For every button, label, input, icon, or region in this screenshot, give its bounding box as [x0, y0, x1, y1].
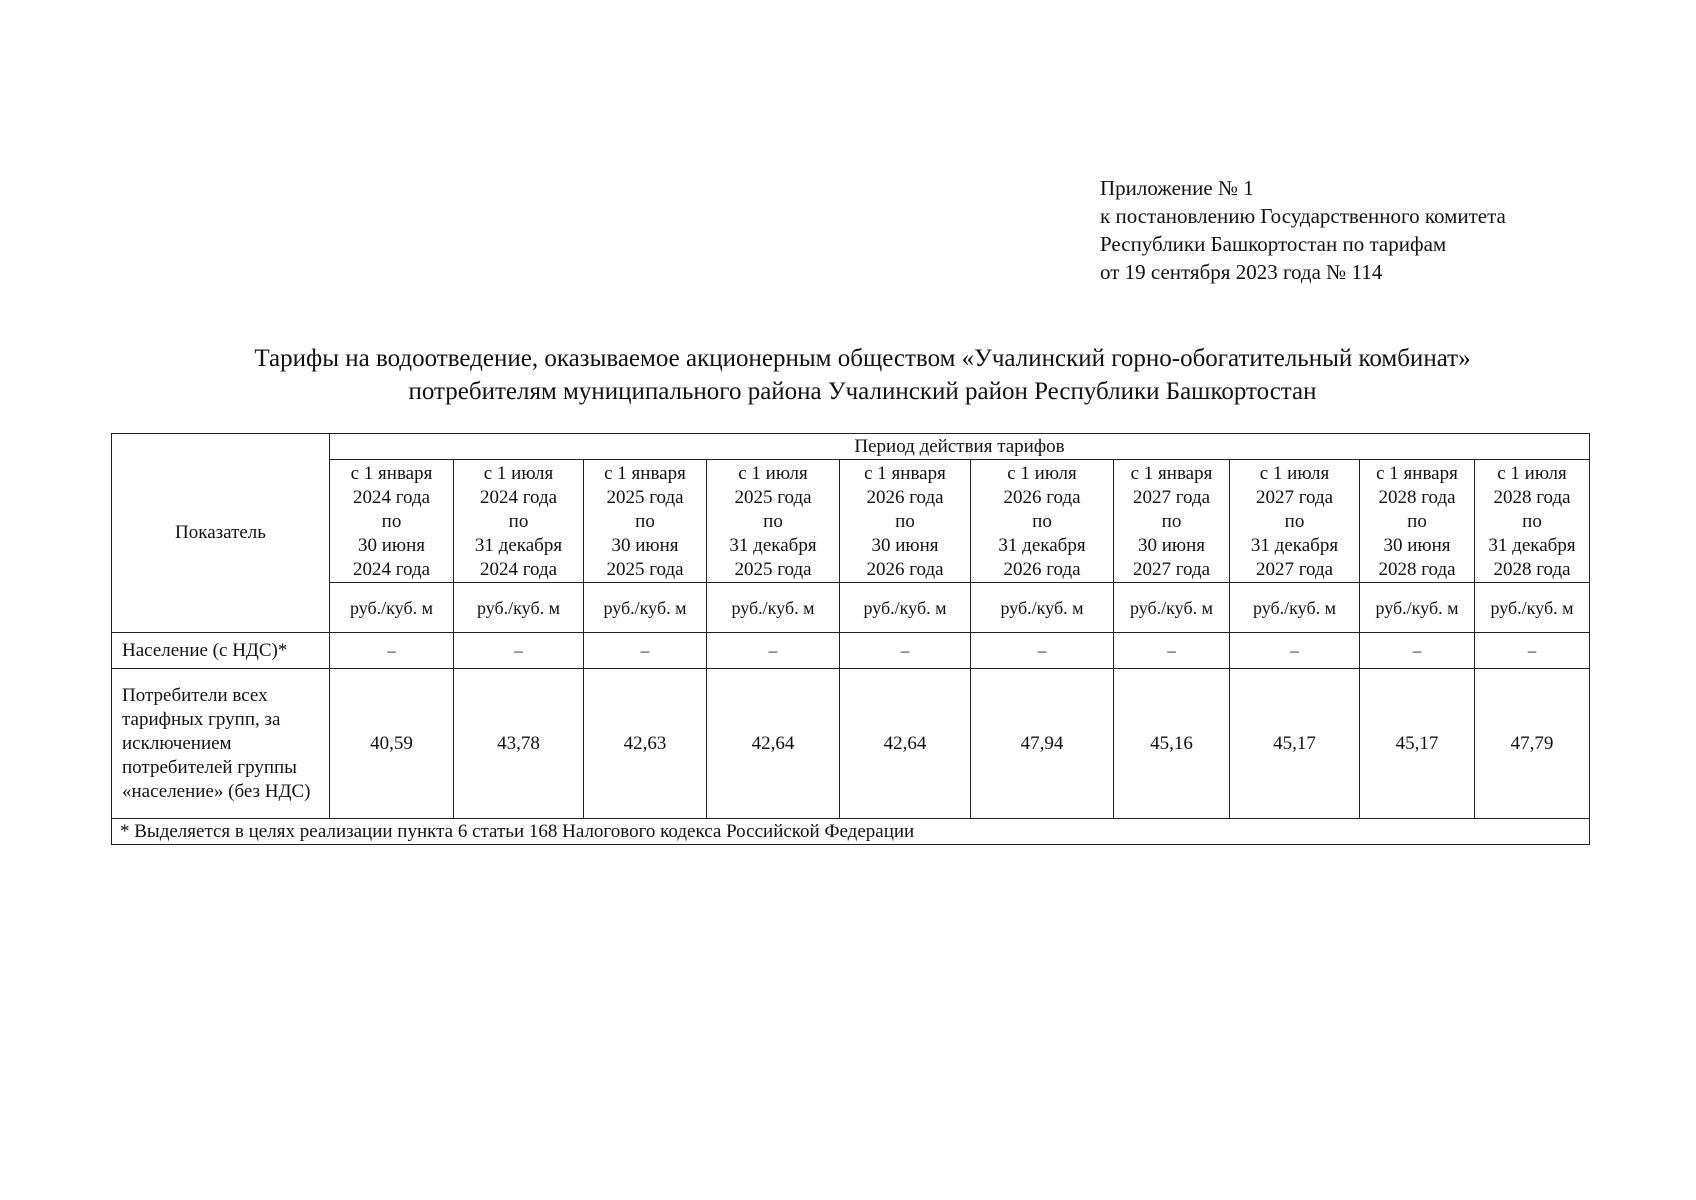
value-cell: –	[971, 633, 1114, 669]
value-cell: 45,17	[1360, 669, 1475, 819]
value-cell: 42,64	[840, 669, 971, 819]
appendix-block	[1100, 174, 1506, 286]
value-cell: 42,64	[707, 669, 840, 819]
unit-cell: руб./куб. м	[454, 583, 584, 633]
period-cell: с 1 июля 2027 года по 31 декабря 2027 года	[1230, 460, 1360, 583]
table-header-row-2	[112, 460, 1590, 583]
document-title-line-1: Тарифы на водоотведение, оказываемое акционерным обществом «Учалинский горно-обогатительный комбинат»	[254, 345, 1471, 372]
value-cell: –	[840, 633, 971, 669]
value-cell: –	[707, 633, 840, 669]
unit-cell: руб./куб. м	[707, 583, 840, 633]
appendix-line-3: Республики Башкортостан по тарифам	[1100, 232, 1447, 256]
value-cell: –	[1360, 633, 1475, 669]
value-cell: 47,94	[971, 669, 1114, 819]
document-title	[110, 342, 1615, 408]
unit-cell: руб./куб. м	[330, 583, 454, 633]
period-cell: с 1 января 2024 года по 30 июня 2024 года	[330, 460, 454, 583]
period-cell: с 1 января 2025 года по 30 июня 2025 года	[584, 460, 707, 583]
row-label: Потребители всех тарифных групп, за исключением потребителей группы «население» (без НДС)	[112, 669, 330, 819]
value-cell: 45,16	[1114, 669, 1230, 819]
period-cell: с 1 июля 2028 года по 31 декабря 2028 года	[1475, 460, 1590, 583]
value-cell: –	[330, 633, 454, 669]
value-cell: 47,79	[1475, 669, 1590, 819]
value-cell: 42,63	[584, 669, 707, 819]
unit-cell: руб./куб. м	[840, 583, 971, 633]
period-cell: с 1 января 2028 года по 30 июня 2028 года	[1360, 460, 1475, 583]
footnote: * Выделяется в целях реализации пункта 6 статьи 168 Налогового кодекса Российской Федерации	[112, 819, 1590, 845]
unit-cell: руб./куб. м	[1360, 583, 1475, 633]
table-unit-row	[112, 583, 1590, 633]
value-cell: –	[1475, 633, 1590, 669]
table-row	[112, 633, 1590, 669]
row-label: Население (с НДС)*	[112, 633, 330, 669]
footnote-row	[112, 819, 1590, 845]
period-cell: с 1 января 2027 года по 30 июня 2027 года	[1114, 460, 1230, 583]
table-row	[112, 669, 1590, 819]
unit-cell: руб./куб. м	[971, 583, 1114, 633]
period-cell: с 1 января 2026 года по 30 июня 2026 года	[840, 460, 971, 583]
unit-cell: руб./куб. м	[1475, 583, 1590, 633]
period-cell: с 1 июля 2024 года по 31 декабря 2024 года	[454, 460, 584, 583]
value-cell: 40,59	[330, 669, 454, 819]
period-cell: с 1 июля 2026 года по 31 декабря 2026 года	[971, 460, 1114, 583]
document-title-line-2: потребителям муниципального района Учалинский район Республики Башкортостан	[408, 378, 1317, 405]
indicator-header: Показатель	[112, 434, 330, 633]
value-cell: –	[1230, 633, 1360, 669]
appendix-line-4: от 19 сентября 2023 года № 114	[1100, 260, 1383, 284]
appendix-line-1: Приложение № 1	[1100, 176, 1254, 200]
period-header: Период действия тарифов	[330, 434, 1590, 460]
tariff-table	[111, 433, 1590, 845]
value-cell: –	[1114, 633, 1230, 669]
appendix-line-2: к постановлению Государственного комитета	[1100, 204, 1506, 228]
period-cell: с 1 июля 2025 года по 31 декабря 2025 года	[707, 460, 840, 583]
value-cell: 45,17	[1230, 669, 1360, 819]
value-cell: –	[454, 633, 584, 669]
unit-cell: руб./куб. м	[1230, 583, 1360, 633]
unit-cell: руб./куб. м	[584, 583, 707, 633]
table-header-row-1	[112, 434, 1590, 460]
value-cell: –	[584, 633, 707, 669]
value-cell: 43,78	[454, 669, 584, 819]
unit-cell: руб./куб. м	[1114, 583, 1230, 633]
